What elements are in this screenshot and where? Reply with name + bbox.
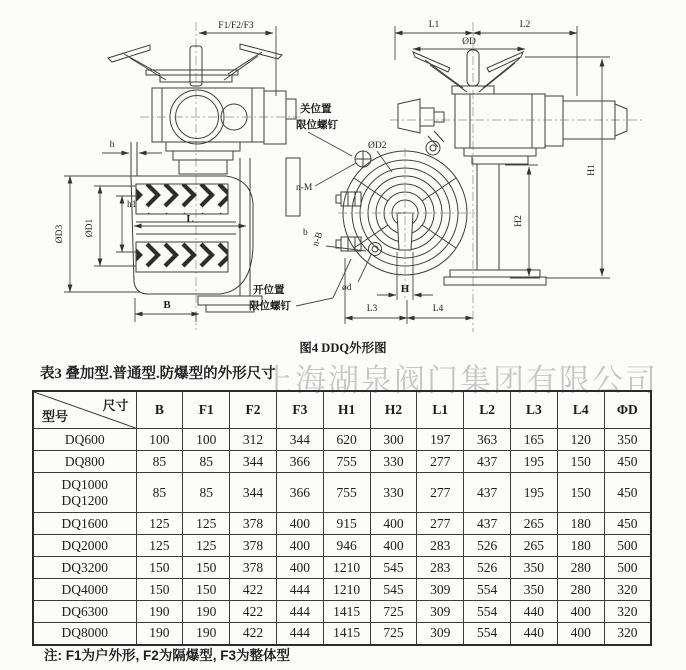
dim-cell: 437	[464, 473, 511, 513]
dim-cell: 85	[136, 473, 183, 513]
corner-cell	[33, 391, 136, 429]
open-limit-label-2: 限位螺钉	[249, 301, 291, 312]
dim-cell: 120	[557, 429, 604, 451]
dim-cell: 1210	[323, 579, 370, 601]
dim-cell: 450	[604, 451, 651, 473]
dim-cell: 444	[276, 623, 323, 645]
dim-cell: 422	[230, 601, 277, 623]
model-cell: DQ4000	[33, 579, 136, 601]
dim-cell: 350	[511, 557, 558, 579]
table-row	[33, 429, 651, 451]
dim-d3-label: ØD3	[55, 224, 65, 244]
dim-cell: 526	[464, 557, 511, 579]
dim-cell: 400	[276, 513, 323, 535]
dim-cell: 277	[417, 451, 464, 473]
dim-cell: 437	[464, 513, 511, 535]
dim-cell: 344	[230, 451, 277, 473]
dim-cell: 344	[276, 429, 323, 451]
dim-cell: 378	[230, 535, 277, 557]
dim-cell: 320	[604, 579, 651, 601]
dim-cell: 320	[604, 601, 651, 623]
close-limit-label-1: 关位置	[300, 104, 332, 115]
dimension-table	[32, 390, 652, 646]
dim-cell: 755	[323, 451, 370, 473]
table-row	[33, 623, 651, 645]
dim-cell: 85	[136, 451, 183, 473]
dim-cell: 366	[276, 451, 323, 473]
dim-cell: 400	[276, 557, 323, 579]
dim-cell: 620	[323, 429, 370, 451]
dim-cell: 400	[557, 623, 604, 645]
dim-cell: 422	[230, 579, 277, 601]
model-cell: DQ1600	[33, 513, 136, 535]
dim-cell: 1210	[323, 557, 370, 579]
dim-cell: 725	[370, 623, 417, 645]
table-title: 表3 叠加型.普通型.防爆型的外形尺寸	[40, 366, 276, 382]
table-row	[33, 451, 651, 473]
dim-cell: 363	[464, 429, 511, 451]
corner-label-size: 尺寸	[102, 398, 129, 413]
dim-cell: 150	[183, 579, 230, 601]
dim-cell: 320	[604, 623, 651, 645]
table-row	[33, 535, 651, 557]
dim-cell: 265	[511, 513, 558, 535]
dim-dD-label: ØD	[462, 37, 476, 47]
dim-H-label: H	[400, 283, 410, 295]
dim-cell: 85	[183, 473, 230, 513]
dim-cell: 545	[370, 579, 417, 601]
dim-cell: 350	[604, 429, 651, 451]
table-row	[33, 601, 651, 623]
dim-cell: 283	[417, 535, 464, 557]
col-header: H2	[370, 391, 417, 429]
table-note: 注: F1为户外形, F2为隔爆型, F3为整体型	[44, 648, 291, 663]
dim-cell: 526	[464, 535, 511, 557]
dim-cell: 165	[511, 429, 558, 451]
dim-cell: 378	[230, 557, 277, 579]
col-header: F1	[183, 391, 230, 429]
dim-L3-label: L3	[366, 304, 378, 314]
dim-cell: 344	[230, 473, 277, 513]
dim-cell: 125	[136, 513, 183, 535]
dim-cell: 190	[183, 601, 230, 623]
col-header: L4	[557, 391, 604, 429]
dim-cell: 450	[604, 473, 651, 513]
model-cell: DQ8000	[33, 623, 136, 645]
dim-cell: 277	[417, 513, 464, 535]
dim-cell: 309	[417, 601, 464, 623]
dim-cell: 330	[370, 473, 417, 513]
dim-cell: 150	[183, 557, 230, 579]
dim-cell: 309	[417, 579, 464, 601]
dim-cell: 283	[417, 557, 464, 579]
dim-cell: 350	[511, 579, 558, 601]
dim-cell: 1415	[323, 623, 370, 645]
right-view	[249, 20, 645, 332]
dim-cell: 180	[557, 513, 604, 535]
corner-label-model: 型号	[42, 409, 69, 424]
dim-cell: 437	[464, 451, 511, 473]
dim-h-label: h	[109, 140, 115, 150]
dim-h1-label: h1	[127, 200, 137, 210]
watermark: 上海湖泉阀门集团有限公司	[262, 363, 658, 398]
dim-cell: 554	[464, 601, 511, 623]
dim-cell: 1415	[323, 601, 370, 623]
dim-cell: 125	[183, 535, 230, 557]
dim-L2-label: L2	[519, 20, 531, 30]
table-row	[33, 513, 651, 535]
dim-cell: 150	[557, 451, 604, 473]
dim-cell: 450	[604, 513, 651, 535]
dim-d1-label: ØD1	[85, 218, 95, 238]
header-row	[33, 391, 651, 429]
dim-cell: 915	[323, 513, 370, 535]
dim-cell: 277	[417, 473, 464, 513]
dim-cell: 400	[276, 535, 323, 557]
dim-cell: 440	[511, 623, 558, 645]
dim-cell: 195	[511, 473, 558, 513]
dim-cell: 545	[370, 557, 417, 579]
col-header: F3	[276, 391, 323, 429]
dim-cell: 100	[136, 429, 183, 451]
figure-caption: 图4 DDQ外形图	[299, 341, 387, 355]
table-row	[33, 473, 651, 513]
dim-cell: 378	[230, 513, 277, 535]
dim-L-label: L	[186, 213, 194, 225]
dim-cell: 400	[370, 513, 417, 535]
dim-cell: 195	[511, 451, 558, 473]
col-header: L2	[464, 391, 511, 429]
dim-cell: 190	[136, 601, 183, 623]
left-view	[55, 21, 300, 330]
table-row	[33, 579, 651, 601]
dim-cell: 554	[464, 623, 511, 645]
dim-cell: 444	[276, 601, 323, 623]
dim-nM-label: n-M	[296, 183, 313, 193]
dim-cell: 125	[183, 513, 230, 535]
dim-cell: 330	[370, 451, 417, 473]
dim-B-label: B	[163, 299, 171, 311]
dim-cell: 500	[604, 557, 651, 579]
dim-cell: 125	[136, 535, 183, 557]
dim-cell: 85	[183, 451, 230, 473]
dim-cell: 755	[323, 473, 370, 513]
col-header: H1	[323, 391, 370, 429]
dim-cell: 280	[557, 579, 604, 601]
dim-cell: 400	[557, 601, 604, 623]
dim-L4-label: L4	[432, 304, 444, 314]
dim-cell: 190	[183, 623, 230, 645]
dim-cell: 366	[276, 473, 323, 513]
dim-cell: 150	[136, 579, 183, 601]
col-header: F2	[230, 391, 277, 429]
model-cell: DQ3200	[33, 557, 136, 579]
dim-dd-label: ød	[342, 283, 352, 293]
dim-f1f2f3-label: F1/F2/F3	[218, 21, 254, 31]
model-cell: DQ1000 DQ1200	[33, 473, 136, 513]
dim-H1-label: H1	[587, 164, 597, 176]
dim-cell: 500	[604, 535, 651, 557]
dim-cell: 197	[417, 429, 464, 451]
col-header: B	[136, 391, 183, 429]
dim-cell: 280	[557, 557, 604, 579]
col-header: L3	[511, 391, 558, 429]
col-header: L1	[417, 391, 464, 429]
dim-cell: 440	[511, 601, 558, 623]
open-limit-label-1: 开位置	[253, 285, 285, 296]
dim-cell: 312	[230, 429, 277, 451]
close-limit-label-2: 限位螺钉	[296, 120, 338, 131]
dim-cell: 422	[230, 623, 277, 645]
model-cell: DQ800	[33, 451, 136, 473]
dim-H2-label: H2	[514, 215, 524, 227]
table-row	[33, 557, 651, 579]
dim-cell: 190	[136, 623, 183, 645]
col-header: ΦD	[604, 391, 651, 429]
dim-cell: 946	[323, 535, 370, 557]
dim-L1-label: L1	[428, 20, 440, 30]
dim-cell: 300	[370, 429, 417, 451]
model-cell: DQ2000	[33, 535, 136, 557]
dim-b-label: b	[303, 228, 308, 238]
model-cell: DQ6300	[33, 601, 136, 623]
dim-cell: 309	[417, 623, 464, 645]
model-cell: DQ600	[33, 429, 136, 451]
dim-cell: 150	[136, 557, 183, 579]
dim-cell: 100	[183, 429, 230, 451]
dim-cell: 150	[557, 473, 604, 513]
dim-cell: 444	[276, 579, 323, 601]
dim-cell: 725	[370, 601, 417, 623]
dim-cell: 265	[511, 535, 558, 557]
dim-d2-label: ØD2	[368, 141, 387, 151]
dim-cell: 180	[557, 535, 604, 557]
dim-cell: 400	[370, 535, 417, 557]
dim-cell: 554	[464, 579, 511, 601]
dim-nB-label: n-B	[310, 230, 326, 248]
